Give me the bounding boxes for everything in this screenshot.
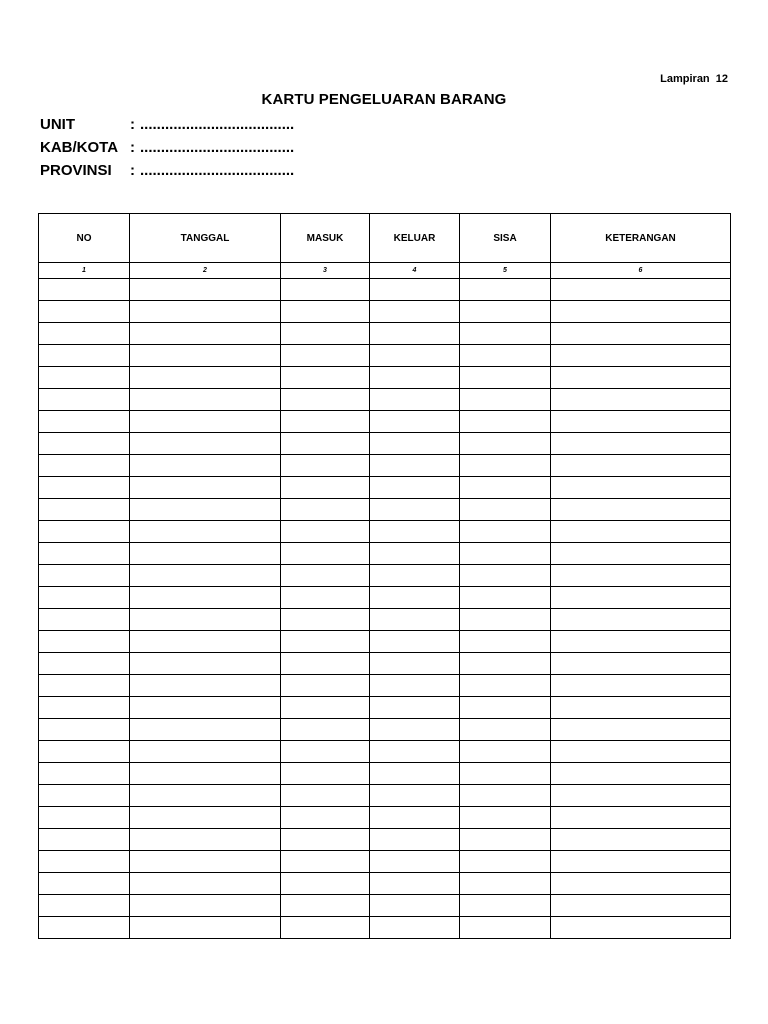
attachment-label: Lampiran 12 — [660, 73, 728, 85]
table-cell — [281, 653, 370, 675]
table-cell — [370, 631, 460, 653]
table-cell — [460, 631, 551, 653]
table-cell — [460, 697, 551, 719]
table-cell — [130, 345, 281, 367]
table-cell — [130, 829, 281, 851]
table-cell — [370, 455, 460, 477]
table-row — [39, 741, 731, 763]
table-cell — [130, 697, 281, 719]
table-cell — [130, 499, 281, 521]
table-row — [39, 433, 731, 455]
table-cell — [39, 895, 130, 917]
table-cell — [551, 279, 731, 301]
table-cell — [551, 609, 731, 631]
table-cell — [281, 917, 370, 939]
table-cell — [39, 455, 130, 477]
table-cell — [130, 521, 281, 543]
table-row — [39, 807, 731, 829]
table-cell — [551, 367, 731, 389]
table-cell — [130, 565, 281, 587]
table-cell — [551, 301, 731, 323]
table-cell — [39, 411, 130, 433]
table-cell — [370, 763, 460, 785]
table-cell — [281, 785, 370, 807]
table-cell — [370, 367, 460, 389]
table-cell — [370, 873, 460, 895]
table-cell — [551, 653, 731, 675]
provinsi-fill-line: ..................................... — [140, 162, 295, 179]
table-cell — [460, 719, 551, 741]
table-cell — [281, 499, 370, 521]
table-row — [39, 499, 731, 521]
table-cell — [39, 653, 130, 675]
table-cell — [370, 565, 460, 587]
table-cell — [551, 499, 731, 521]
kabkota-label: KAB/KOTA — [40, 139, 119, 156]
table-cell — [39, 719, 130, 741]
table-cell — [370, 895, 460, 917]
column-header-no: NO — [39, 214, 130, 263]
table-cell — [281, 741, 370, 763]
table-row — [39, 697, 731, 719]
table-cell — [460, 411, 551, 433]
table-cell — [460, 829, 551, 851]
table-cell — [39, 499, 130, 521]
kabkota-separator: : — [130, 139, 135, 156]
provinsi-separator: : — [130, 162, 135, 179]
table-cell — [281, 675, 370, 697]
table-cell — [370, 653, 460, 675]
table-cell — [281, 389, 370, 411]
table-cell — [281, 477, 370, 499]
table-cell — [551, 521, 731, 543]
table-cell — [130, 433, 281, 455]
table-header-row — [39, 214, 731, 263]
table-row — [39, 631, 731, 653]
table-cell — [551, 587, 731, 609]
table-cell — [39, 763, 130, 785]
table-cell — [39, 631, 130, 653]
table-row — [39, 719, 731, 741]
table-row — [39, 587, 731, 609]
table-cell — [460, 895, 551, 917]
ledger-table — [38, 213, 731, 939]
table-cell — [281, 323, 370, 345]
table-cell — [130, 477, 281, 499]
column-header-tanggal: TANGGAL — [130, 214, 281, 263]
table-cell — [130, 279, 281, 301]
table-row — [39, 301, 731, 323]
table-cell — [460, 433, 551, 455]
table-cell — [130, 367, 281, 389]
table-row — [39, 389, 731, 411]
table-cell — [370, 851, 460, 873]
table-cell — [281, 521, 370, 543]
table-cell — [460, 609, 551, 631]
table-cell — [39, 873, 130, 895]
table-cell — [39, 829, 130, 851]
table-cell — [551, 719, 731, 741]
table-cell — [370, 389, 460, 411]
table-row — [39, 917, 731, 939]
table-cell — [460, 543, 551, 565]
table-cell — [370, 521, 460, 543]
table-cell — [39, 917, 130, 939]
table-cell — [370, 323, 460, 345]
table-cell — [551, 873, 731, 895]
column-number: 4 — [370, 263, 460, 279]
table-cell — [39, 609, 130, 631]
table-cell — [370, 543, 460, 565]
table-row — [39, 829, 731, 851]
provinsi-label: PROVINSI — [40, 162, 112, 179]
table-cell — [39, 389, 130, 411]
table-row — [39, 477, 731, 499]
table-cell — [39, 785, 130, 807]
table-cell — [130, 741, 281, 763]
table-cell — [281, 301, 370, 323]
table-cell — [460, 565, 551, 587]
table-cell — [39, 543, 130, 565]
table-row — [39, 895, 731, 917]
table-cell — [130, 873, 281, 895]
table-cell — [460, 587, 551, 609]
table-cell — [460, 499, 551, 521]
table-cell — [551, 675, 731, 697]
table-cell — [281, 829, 370, 851]
table-cell — [281, 345, 370, 367]
table-cell — [39, 367, 130, 389]
column-number: 6 — [551, 263, 731, 279]
table-row — [39, 455, 731, 477]
table-cell — [281, 807, 370, 829]
column-header-masuk: MASUK — [281, 214, 370, 263]
table-cell — [130, 455, 281, 477]
table-row — [39, 653, 731, 675]
table-cell — [551, 433, 731, 455]
table-cell — [130, 543, 281, 565]
table-cell — [370, 829, 460, 851]
table-cell — [460, 785, 551, 807]
table-cell — [460, 323, 551, 345]
table-cell — [551, 741, 731, 763]
table-cell — [130, 389, 281, 411]
table-cell — [281, 279, 370, 301]
column-number: 5 — [460, 263, 551, 279]
identity-fields — [40, 113, 294, 182]
table-cell — [460, 455, 551, 477]
table-cell — [370, 719, 460, 741]
table-cell — [39, 521, 130, 543]
column-number: 1 — [39, 263, 130, 279]
table-cell — [551, 477, 731, 499]
column-header-keluar: KELUAR — [370, 214, 460, 263]
unit-separator: : — [130, 116, 135, 133]
table-cell — [130, 719, 281, 741]
table-row — [39, 543, 731, 565]
table-cell — [551, 807, 731, 829]
table-cell — [39, 433, 130, 455]
table-cell — [370, 807, 460, 829]
table-cell — [370, 477, 460, 499]
table-cell — [39, 851, 130, 873]
table-cell — [370, 411, 460, 433]
table-cell — [460, 675, 551, 697]
table-cell — [281, 543, 370, 565]
table-cell — [551, 851, 731, 873]
table-cell — [370, 345, 460, 367]
table-cell — [370, 609, 460, 631]
table-cell — [551, 389, 731, 411]
table-cell — [130, 785, 281, 807]
table-cell — [551, 565, 731, 587]
table-cell — [281, 631, 370, 653]
table-cell — [370, 785, 460, 807]
table-row — [39, 851, 731, 873]
table-row — [39, 345, 731, 367]
table-cell — [281, 697, 370, 719]
table-row — [39, 521, 731, 543]
table-cell — [281, 609, 370, 631]
table-cell — [39, 587, 130, 609]
table-cell — [281, 851, 370, 873]
table-cell — [130, 609, 281, 631]
column-number: 3 — [281, 263, 370, 279]
column-number: 2 — [130, 263, 281, 279]
table-cell — [460, 389, 551, 411]
table-row — [39, 785, 731, 807]
table-cell — [39, 675, 130, 697]
table-cell — [551, 697, 731, 719]
table-cell — [370, 433, 460, 455]
table-cell — [370, 301, 460, 323]
provinsi-field — [40, 159, 294, 182]
table-cell — [370, 587, 460, 609]
table-cell — [551, 917, 731, 939]
unit-label: UNIT — [40, 116, 75, 133]
table-cell — [460, 477, 551, 499]
table-cell — [460, 851, 551, 873]
table-cell — [370, 917, 460, 939]
table-row — [39, 411, 731, 433]
table-cell — [130, 917, 281, 939]
table-cell — [130, 807, 281, 829]
table-cell — [551, 455, 731, 477]
column-header-keterangan: KETERANGAN — [551, 214, 731, 263]
table-cell — [130, 301, 281, 323]
table-cell — [460, 653, 551, 675]
table-row — [39, 323, 731, 345]
table-row — [39, 763, 731, 785]
table-row — [39, 279, 731, 301]
table-cell — [460, 301, 551, 323]
table-row — [39, 367, 731, 389]
table-cell — [460, 741, 551, 763]
table-cell — [370, 697, 460, 719]
table-cell — [460, 873, 551, 895]
kabkota-field — [40, 136, 294, 159]
table-cell — [370, 279, 460, 301]
table-cell — [460, 763, 551, 785]
table-cell — [130, 895, 281, 917]
table-cell — [370, 499, 460, 521]
table-cell — [370, 675, 460, 697]
table-row — [39, 609, 731, 631]
table-cell — [130, 851, 281, 873]
table-cell — [460, 917, 551, 939]
table-cell — [460, 807, 551, 829]
table-cell — [281, 719, 370, 741]
table-cell — [39, 301, 130, 323]
column-header-sisa: SISA — [460, 214, 551, 263]
table-cell — [551, 895, 731, 917]
table-cell — [281, 455, 370, 477]
unit-field — [40, 113, 294, 136]
table-cell — [39, 697, 130, 719]
table-cell — [281, 367, 370, 389]
table-cell — [281, 411, 370, 433]
table-cell — [281, 873, 370, 895]
table-cell — [130, 587, 281, 609]
table-cell — [39, 565, 130, 587]
table-cell — [551, 631, 731, 653]
table-cell — [39, 279, 130, 301]
table-cell — [281, 587, 370, 609]
table-row — [39, 675, 731, 697]
table-cell — [130, 653, 281, 675]
table-cell — [460, 345, 551, 367]
unit-fill-line: ..................................... — [140, 116, 295, 133]
table-cell — [281, 895, 370, 917]
table-row — [39, 565, 731, 587]
table-cell — [130, 631, 281, 653]
table-cell — [551, 829, 731, 851]
table-row — [39, 873, 731, 895]
table-cell — [551, 763, 731, 785]
table-cell — [39, 323, 130, 345]
kabkota-fill-line: ..................................... — [140, 139, 295, 156]
table-cell — [281, 565, 370, 587]
table-cell — [39, 345, 130, 367]
table-cell — [39, 807, 130, 829]
table-cell — [460, 521, 551, 543]
table-cell — [370, 741, 460, 763]
table-cell — [130, 763, 281, 785]
table-cell — [551, 785, 731, 807]
table-cell — [39, 477, 130, 499]
table-cell — [130, 675, 281, 697]
table-cell — [551, 323, 731, 345]
table-cell — [460, 367, 551, 389]
table-cell — [281, 433, 370, 455]
table-cell — [130, 411, 281, 433]
table-cell — [551, 345, 731, 367]
table-cell — [551, 411, 731, 433]
column-number-row — [39, 263, 731, 279]
table-cell — [39, 741, 130, 763]
document-title: KARTU PENGELUARAN BARANG — [261, 91, 507, 108]
table-cell — [460, 279, 551, 301]
table-cell — [130, 323, 281, 345]
table-cell — [551, 543, 731, 565]
table-cell — [281, 763, 370, 785]
